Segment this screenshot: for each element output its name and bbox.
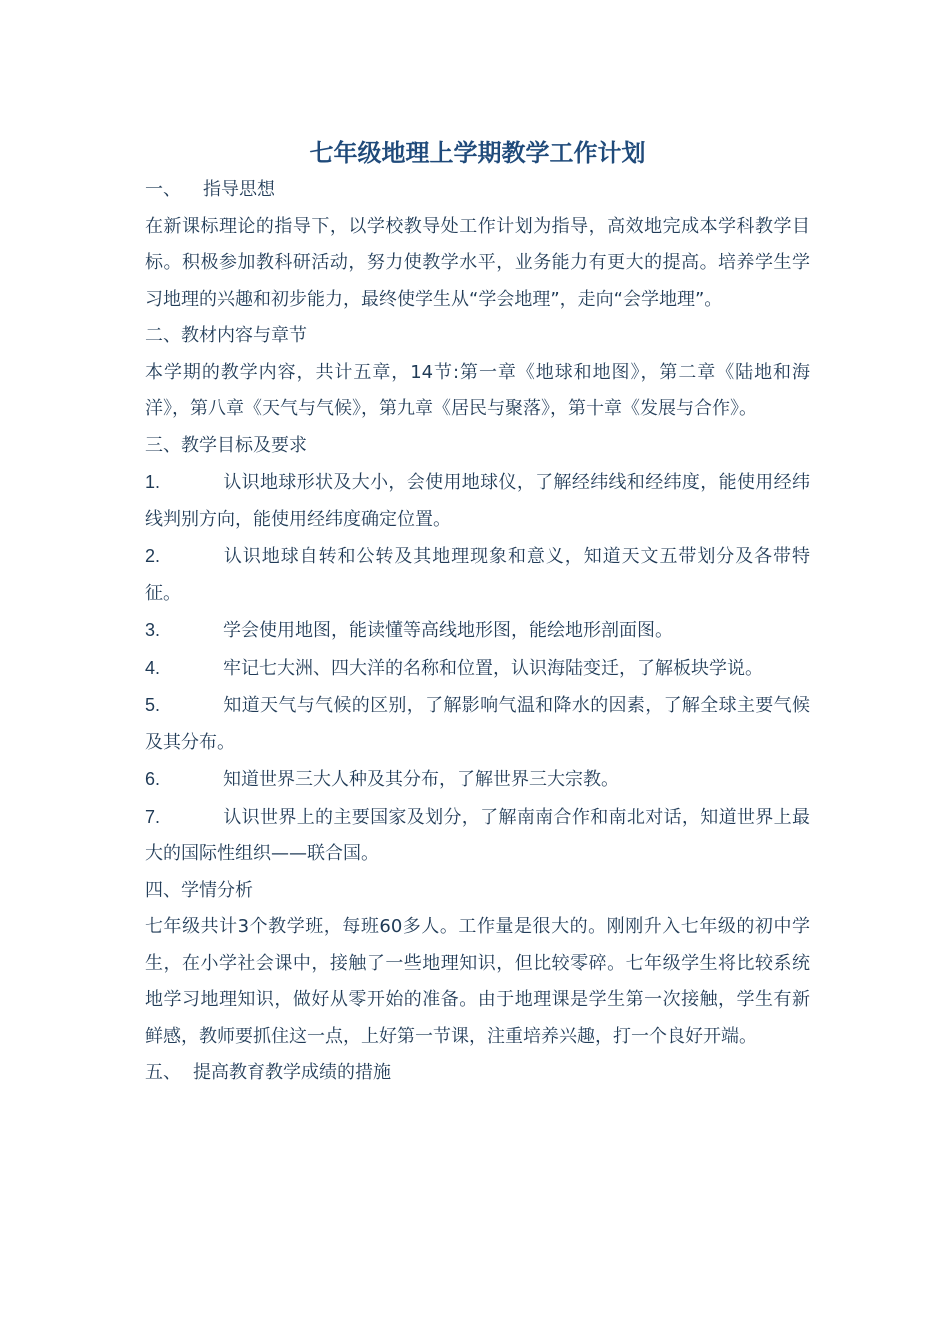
section-4-paragraph: 七年级共计3个教学班，每班60多人。工作量是很大的。刚刚升入七年级的初中学生，在小学社会课中，接触了一些地理知识，但比较零碎。七年级学生将比较系统地学习地理知识，做好从零开始的准备。由于地理课是学生第一次接触，学生有新鲜感，教师要抓住这一点，上好第一节课，注重培养兴趣，打一个良好开端。	[145, 916, 810, 1047]
section-1-paragraph: 在新课标理论的指导下，以学校教导处工作计划为指导，高效地完成本学科教学目标。积极参加教科研活动，努力使教学水平，业务能力有更大的提高。培养学生学习地理的兴趣和初步能力，最终使学生从“学会地理”，走向“会学地理”。	[145, 215, 810, 310]
list-item	[145, 612, 810, 650]
section-1-number: 一、	[145, 179, 181, 200]
document-body	[145, 134, 810, 1092]
list-item-number: 4.	[145, 657, 161, 678]
list-item-number: 3.	[145, 620, 161, 640]
list-item-text: 认识地球自转和公转及其地理现象和意义，知道天文五带划分及各带特征。	[145, 546, 810, 604]
list-item-number: 1.	[145, 472, 161, 492]
section-5-heading	[145, 1055, 810, 1092]
section-2-paragraph: 本学期的教学内容，共计五章，14节:第一章《地球和地图》，第二章《陆地和海洋》，第八章《天气与气候》，第九章《居民与聚落》，第十章《发展与合作》。	[145, 361, 810, 419]
section-5-title: 提高教育教学成绩的措施	[193, 1062, 391, 1083]
list-item-number: 6.	[145, 769, 161, 789]
list-item-number: 5.	[145, 695, 161, 715]
section-2-heading: 二、教材内容与章节	[145, 325, 307, 346]
list-item-text: 学会使用地图，能读懂等高线地形图，能绘地形剖面图。	[223, 620, 673, 641]
section-4-heading: 四、学情分析	[145, 879, 253, 901]
section-1-title: 指导思想	[203, 179, 275, 200]
list-item	[145, 761, 810, 799]
list-item-text: 认识世界上的主要国家及划分，了解南南合作和南北对话，知道世界上最大的国际性组织——联合国。	[145, 806, 810, 864]
section-3-heading: 三、教学目标及要求	[145, 434, 307, 456]
document-title: 七年级地理上学期教学工作计划	[309, 139, 646, 167]
list-item	[145, 464, 810, 538]
list-item	[145, 799, 810, 873]
list-item-number: 2.	[145, 546, 161, 566]
list-item-text: 知道世界三大人种及其分布，了解世界三大宗教。	[223, 769, 619, 790]
list-item	[145, 538, 810, 612]
list-item-text: 知道天气与气候的区别，了解影响气温和降水的因素，了解全球主要气候及其分布。	[145, 695, 810, 753]
section-5-number: 五、	[145, 1062, 181, 1083]
list-item	[145, 687, 810, 761]
list-item	[145, 650, 810, 688]
section-1-heading	[145, 172, 810, 209]
list-item-text: 认识地球形状及大小，会使用地球仪，了解经纬线和经纬度，能使用经纬线判别方向，能使用经纬度确定位置。	[145, 472, 810, 530]
list-item-text: 牢记七大洲、四大洋的名称和位置，认识海陆变迁，了解板块学说。	[223, 657, 763, 679]
list-item-number: 7.	[145, 806, 161, 827]
